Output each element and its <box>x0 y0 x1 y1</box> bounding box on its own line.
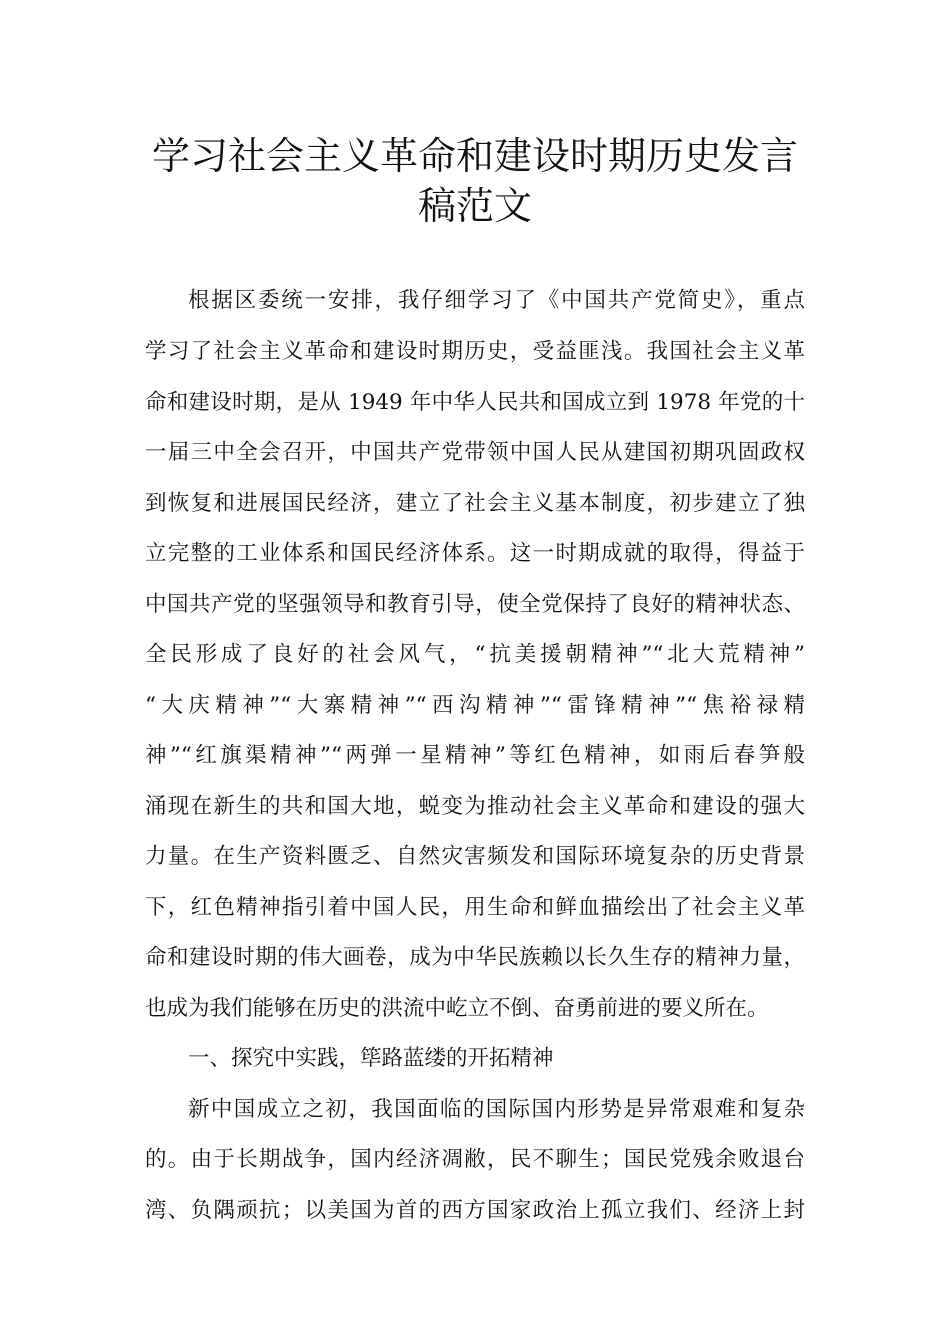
paragraph-1-line-3: 命和建设时期，是从 1949 年中华人民共和国成立到 1978 年党的十 <box>145 390 805 415</box>
paragraph-1-line-12: 力量。在生产资料匮乏、自然灾害频发和国际环境复杂的历史背景 <box>145 844 805 869</box>
paragraph-1-line-11: 涌现在新生的共和国大地，蜕变为推动社会主义革命和建设的强大 <box>145 794 805 819</box>
paragraph-1-line-5: 到恢复和进展国民经济，建立了社会主义基本制度，初步建立了独 <box>145 491 805 516</box>
paragraph-1-line-13: 下，红色精神指引着中国人民，用生命和鲜血描绘出了社会主义革 <box>145 895 805 920</box>
document-title-line-1: 学习社会主义革命和建设时期历史发言 <box>151 134 798 178</box>
paragraph-2-line-3: 湾、负隅顽抗；以美国为首的西方国家政治上孤立我们、经济上封 <box>145 1198 805 1223</box>
paragraph-1-line-8: 全民形成了良好的社会风气，“抗美援朝精神”“北大荒精神” <box>145 642 805 667</box>
paragraph-2-line-1: 新中国成立之初，我国面临的国际国内形势是异常艰难和复杂 <box>188 1097 805 1122</box>
paragraph-1-line-9: “大庆精神”“大寨精神”“西沟精神”“雷锋精神”“焦裕禄精 <box>145 693 805 718</box>
paragraph-2-line-2: 的。由于长期战争，国内经济凋敝，民不聊生；国民党残余败退台 <box>145 1147 805 1172</box>
paragraph-1-line-15: 也成为我们能够在历史的洪流中屹立不倒、奋勇前进的要义所在。 <box>145 996 769 1021</box>
paragraph-1-line-7: 中国共产党的坚强领导和教育引导，使全党保持了良好的精神状态、 <box>145 592 805 617</box>
paragraph-1-line-4: 一届三中全会召开，中国共产党带领中国人民从建国初期巩固政权 <box>145 440 805 465</box>
paragraph-1-line-6: 立完整的工业体系和国民经济体系。这一时期成就的取得，得益于 <box>145 541 805 566</box>
paragraph-1-line-1: 根据区委统一安排，我仔细学习了《中国共产党简史》，重点 <box>188 288 805 313</box>
paragraph-1-line-14: 命和建设时期的伟大画卷，成为中华民族赖以长久生存的精神力量， <box>145 945 805 970</box>
paragraph-1-line-10: 神”“红旗渠精神”“两弹一星精神”等红色精神，如雨后春笋般 <box>145 743 805 768</box>
document-title-line-2: 稿范文 <box>417 184 532 228</box>
paragraph-1-line-2: 学习了社会主义革命和建设时期历史，受益匪浅。我国社会主义革 <box>145 339 805 364</box>
section-heading-1: 一、探究中实践，筚路蓝缕的开拓精神 <box>188 1046 554 1071</box>
